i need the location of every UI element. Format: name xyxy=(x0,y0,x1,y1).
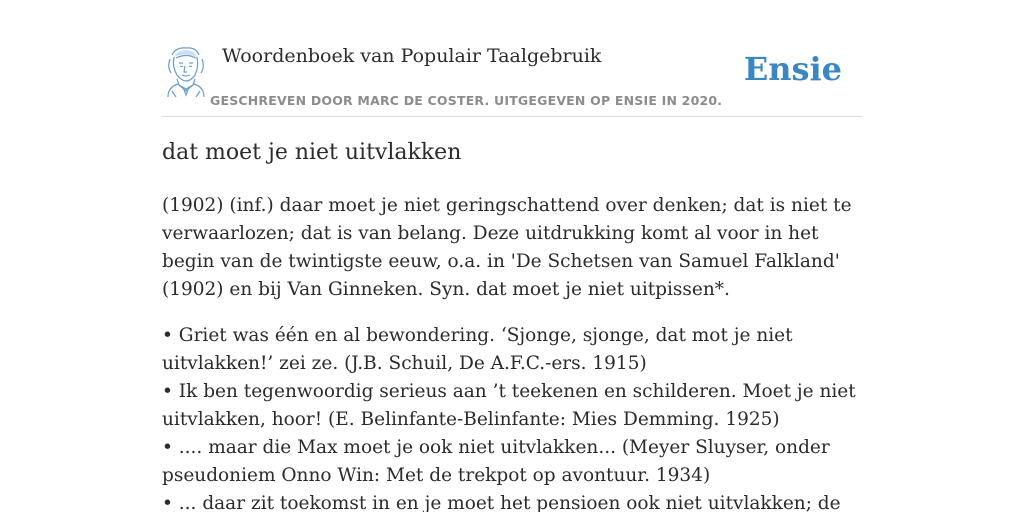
entry-definition: (1902) (inf.) daar moet je niet geringschattend over denken; dat is niet te verwaarlozen; dat is van belang. Deze uitdrukking komt al voor in het begin van de twintigste eeuw, o.a. in 'De Schetsen van Samuel Falkland' (1902) en bij Van Ginneken. Syn. dat moet je niet uitpissen*. xyxy=(162,195,852,300)
entry-body xyxy=(162,192,862,512)
quote-item: • ... daar zit toekomst in en je moet het pensioen ook niet uitvlakken; de xyxy=(162,493,841,512)
quote-list xyxy=(162,322,862,512)
quote-item: • Ik ben tegenwoordig serieus aan ’t teekenen en schilderen. Moet je niet uitvlakken, hoor! (E. Belinfante-Belinfante: Mies Demming. 1925) xyxy=(162,381,856,430)
quote-item: • Griet was één en al bewondering. ‘Sjonge, sjonge, dat mot je niet uitvlakken!’ zei ze. (J.B. Schuil, De A.F.C.-ers. 1915) xyxy=(162,325,793,374)
header xyxy=(162,40,862,117)
book-title[interactable]: Woordenboek van Populair Taalgebruik xyxy=(222,45,602,67)
ensie-logo-link[interactable]: Ensie xyxy=(743,50,842,88)
entry-title: dat moet je niet uitvlakken xyxy=(162,140,462,165)
byline: GESCHREVEN DOOR MARC DE COSTER. UITGEGEVEN OP ENSIE IN 2020. xyxy=(210,93,723,108)
author-portrait-icon xyxy=(162,45,210,97)
quote-item: • .... maar die Max moet je ook niet uitvlakken... (Meyer Sluyser, onder pseudoniem Onno Win: Met de trekpot op avontuur. 1934) xyxy=(162,437,830,486)
